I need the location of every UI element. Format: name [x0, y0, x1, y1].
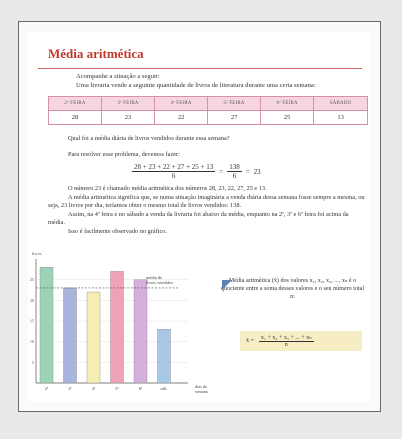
mean-label-cont: livros vendidos [146, 279, 173, 285]
formula-lhs: x̄ = [246, 338, 254, 344]
mean-label: média de [146, 274, 162, 280]
formula-denominator: n [284, 342, 288, 348]
table-cell: 23 [102, 111, 155, 125]
formula-numerator: x₁ + x₂ + x₃ + ... + xₙ [260, 335, 312, 341]
chart-y-tick-label: 25 [29, 277, 34, 283]
solve-intro-text: Para resolver esse problema, devemos fazer: [68, 151, 180, 158]
table-cell: 22 [155, 111, 208, 125]
chart-x-tick-label: 3ª [68, 386, 72, 391]
table-row [49, 111, 368, 125]
equation-numerator: 28 + 23 + 22 + 27 + 25 + 13 [134, 163, 214, 171]
table-header-cell: 4ª FEIRA [155, 97, 208, 111]
mean-formula [240, 331, 362, 351]
chart-bar [64, 288, 77, 383]
question-text: Qual foi a média diária de livros vendidos durante essa semana? [68, 135, 230, 142]
table-header-cell: 3ª FEIRA [102, 97, 155, 111]
chart-x-tick-label: 5ª [115, 386, 119, 391]
equation-denominator: 6 [171, 172, 176, 180]
chart-bar [158, 329, 171, 383]
table-header-cell: SÁBADO [314, 97, 368, 111]
equation-fraction-2 [227, 163, 242, 180]
chart-x-tick-label: sáb. [160, 386, 168, 391]
formula-fraction [259, 334, 314, 348]
table-cell: 25 [261, 111, 314, 125]
page-title: Média aritmética [48, 46, 144, 61]
chart-y-tick-label: 5 [31, 359, 34, 365]
sales-table [48, 96, 368, 125]
table-header-cell: 5ª FEIRA [208, 97, 261, 111]
equation-equals: = [219, 167, 224, 176]
table-header-cell: 2ª FEIRA [49, 97, 102, 111]
chart-x-label-cont: semana [195, 389, 208, 394]
equation-denominator-2: 6 [232, 172, 237, 180]
intro-line-1: Acompanhe a situação a seguir: [76, 73, 160, 80]
chart-x-label: dias da [195, 384, 207, 389]
definition-callout [220, 278, 365, 365]
paragraph-1: O número 23 é chamado média aritmética dos números 28, 23, 22, 27, 25 e 13. [68, 185, 267, 192]
intro-text [76, 72, 316, 90]
callout-text: Média aritmética (x̄) dos valores x₁, x₂, x₃, ..., xₙ é o quociente entre a soma desses valores e o seu número total n: [220, 278, 365, 300]
chart-y-tick-label: 10 [29, 339, 34, 345]
equation-numerator-2: 138 [229, 163, 240, 171]
equation-fraction [132, 163, 215, 180]
mean-equation [132, 163, 261, 180]
chart-x-tick-label: 6ª [138, 386, 143, 391]
chart-bar [40, 267, 53, 383]
intro-line-2: Uma livraria vende a seguinte quantidade de livros de literatura durante uma certa semana: [76, 82, 316, 89]
title-divider [38, 68, 362, 69]
table-header-cell: 6ª FEIRA [261, 97, 314, 111]
paragraph-2: A média aritmética significa que, se numa situação imaginária a venda diária dessa semana fosse sempre a mesma, ou seja, 23 livros por dia, teríamos obter o mesmo total de livros vendidos: 138. [48, 194, 365, 210]
callout-corner-marker [222, 280, 232, 290]
paragraph-3: Assim, na 4ª feira e no sábado a venda da livraria foi abaixo da média, enquanto na 2ª, 3ª e 6ª feira foi acima da média. [48, 211, 349, 227]
equation-result: 23 [253, 167, 261, 176]
paragraph-4: Isso é facilmente observado no gráfico. [68, 228, 167, 235]
table-cell: 13 [314, 111, 368, 125]
equation-equals-2: = [245, 167, 250, 176]
chart-x-tick-label: 2ª [44, 386, 49, 391]
textbook-page [28, 32, 370, 402]
chart-x-tick-label: 4ª [91, 386, 96, 391]
chart-y-tick-label: 20 [29, 297, 34, 303]
chart-y-tick-label: 15 [29, 318, 34, 324]
bar-chart [28, 247, 218, 402]
table-cell: 27 [208, 111, 261, 125]
chart-bar [87, 292, 100, 383]
table-header-row [49, 97, 368, 111]
chart-y-label: livros [32, 251, 42, 256]
chart-bar [134, 280, 147, 383]
table-cell: 28 [49, 111, 102, 125]
